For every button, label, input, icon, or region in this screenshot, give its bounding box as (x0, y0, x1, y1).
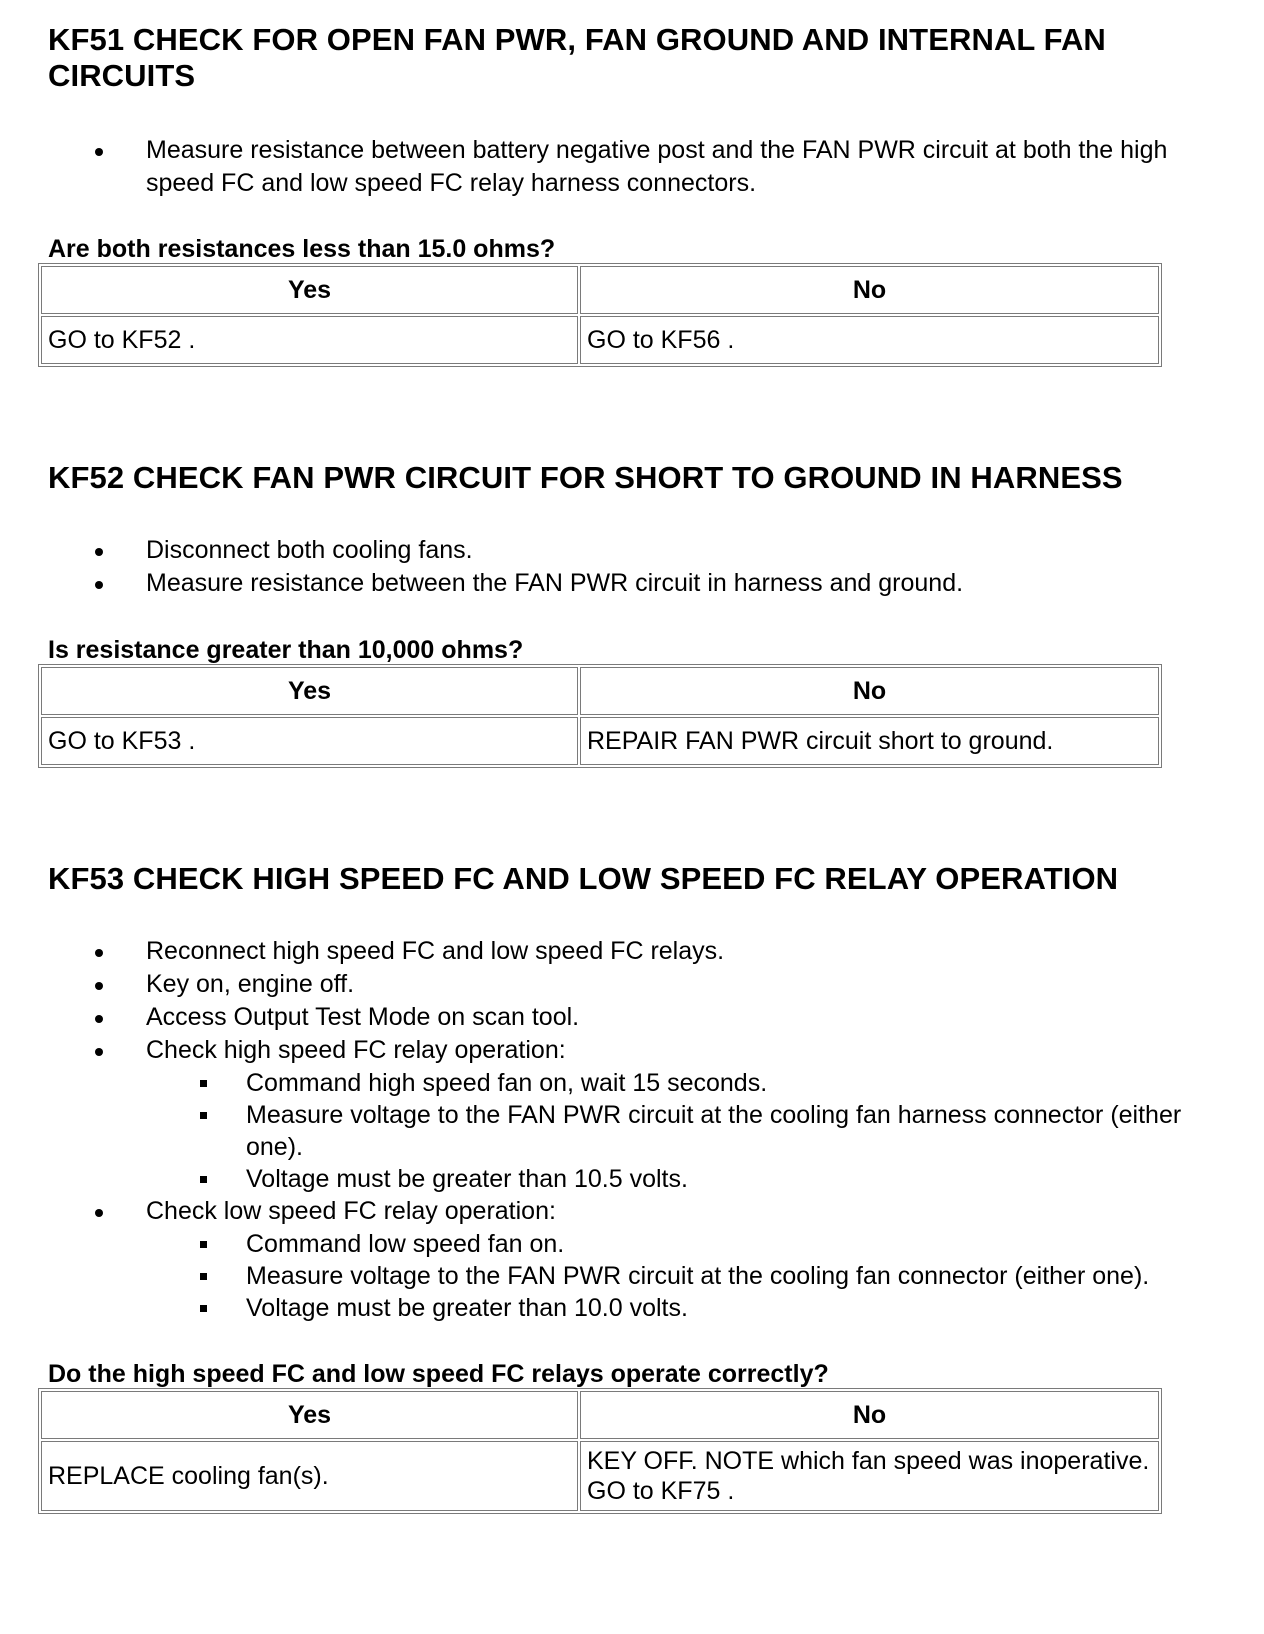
sub-list-item (146, 1260, 1238, 1292)
bullet-list (48, 534, 1238, 600)
no-header: No (580, 266, 1159, 314)
section-title: KF53 CHECK HIGH SPEED FC AND LOW SPEED FC RELAY OPERATION (48, 861, 1119, 896)
sub-list-item-text: Voltage must be greater than 10.5 volts. (246, 1165, 688, 1193)
list-item-text: Check low speed FC relay operation: (146, 1197, 556, 1225)
section-title: KF52 CHECK FAN PWR CIRCUIT FOR SHORT TO GROUND IN HARNESS (48, 460, 1123, 495)
yes-cell: GO to KF53 . (41, 717, 578, 765)
bullet-icon (95, 982, 103, 990)
list-item-text: Disconnect both cooling fans. (146, 536, 473, 564)
sub-list-item (146, 1099, 1238, 1163)
sub-list-item-text: Measure voltage to the FAN PWR circuit at the cooling fan connector (either one). (246, 1262, 1150, 1290)
yes-cell: GO to KF52 . (41, 316, 578, 364)
list-item-text: Check high speed FC relay operation: (146, 1036, 566, 1064)
list-item (48, 1195, 1238, 1324)
bullet-icon (95, 548, 103, 556)
section-kf53 (48, 861, 1238, 1514)
document-page (48, 22, 1238, 1514)
list-item-text: Measure resistance between the FAN PWR circuit in harness and ground. (146, 569, 964, 597)
list-item (48, 567, 1238, 600)
sub-list-item-text: Voltage must be greater than 10.0 volts. (246, 1294, 688, 1322)
no-cell: GO to KF56 . (580, 316, 1159, 364)
answer-table (38, 664, 1162, 768)
list-item (48, 534, 1238, 567)
answer-table (38, 1388, 1162, 1514)
sub-list-item-text: Command high speed fan on, wait 15 seconds. (246, 1069, 768, 1097)
sub-list-item (146, 1067, 1238, 1099)
bullet-icon (95, 1048, 103, 1056)
bullet-icon (95, 148, 103, 156)
square-bullet-icon (200, 1305, 207, 1312)
square-bullet-icon (200, 1273, 207, 1280)
section-kf51 (48, 22, 1238, 367)
bullet-list (48, 134, 1238, 200)
list-item-text: Key on, engine off. (146, 970, 355, 998)
list-item (48, 1034, 1238, 1195)
list-item (48, 935, 1238, 968)
sub-list-item-text: Measure voltage to the FAN PWR circuit at the cooling fan harness connector (either one). (246, 1101, 1182, 1161)
square-bullet-icon (200, 1080, 207, 1087)
list-item (48, 968, 1238, 1001)
question: Is resistance greater than 10,000 ohms? (48, 636, 524, 664)
section-title: KF51 CHECK FOR OPEN FAN PWR, FAN GROUND AND INTERNAL FAN CIRCUITS (48, 22, 1106, 93)
sub-list-item (146, 1163, 1238, 1195)
list-item-text: Access Output Test Mode on scan tool. (146, 1003, 580, 1031)
list-item-text: Reconnect high speed FC and low speed FC relays. (146, 937, 725, 965)
no-cell: REPAIR FAN PWR circuit short to ground. (580, 717, 1159, 765)
sub-list (146, 1228, 1238, 1324)
no-cell: KEY OFF. NOTE which fan speed was inoperative. GO to KF75 . (580, 1441, 1159, 1511)
bullet-icon (95, 581, 103, 589)
sub-list-item (146, 1292, 1238, 1324)
square-bullet-icon (200, 1112, 207, 1119)
list-item (48, 1001, 1238, 1034)
sub-list-item-text: Command low speed fan on. (246, 1230, 565, 1258)
section-kf52 (48, 460, 1238, 768)
yes-cell: REPLACE cooling fan(s). (41, 1441, 578, 1511)
question: Are both resistances less than 15.0 ohms? (48, 235, 556, 263)
list-item (48, 134, 1238, 200)
bullet-icon (95, 1209, 103, 1217)
no-header: No (580, 667, 1159, 715)
bullet-icon (95, 949, 103, 957)
yes-header: Yes (41, 667, 578, 715)
bullet-list (48, 935, 1238, 1324)
sub-list-item (146, 1228, 1238, 1260)
bullet-icon (95, 1015, 103, 1023)
yes-header: Yes (41, 1391, 578, 1439)
yes-header: Yes (41, 266, 578, 314)
sub-list (146, 1067, 1238, 1195)
list-item-text: Measure resistance between battery negative post and the FAN PWR circuit at both the high speed FC and low speed FC relay harness connectors. (146, 136, 1168, 197)
question: Do the high speed FC and low speed FC relays operate correctly? (48, 1360, 829, 1388)
square-bullet-icon (200, 1176, 207, 1183)
square-bullet-icon (200, 1241, 207, 1248)
no-header: No (580, 1391, 1159, 1439)
answer-table (38, 263, 1162, 367)
